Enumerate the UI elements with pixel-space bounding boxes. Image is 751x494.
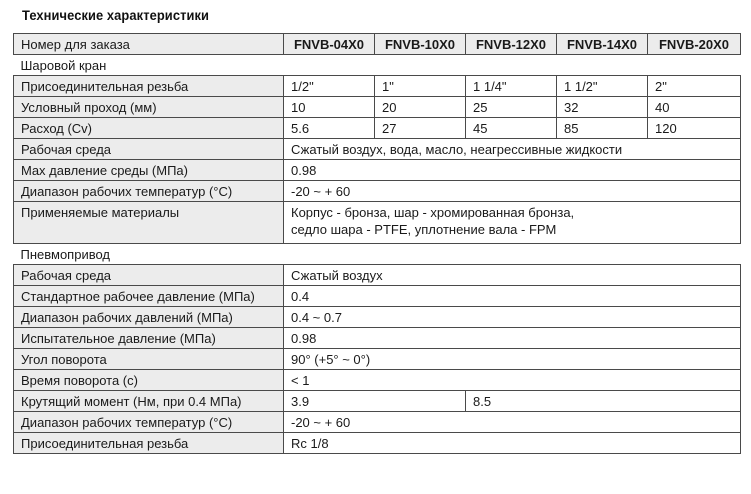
row-label: Крутящий момент (Нм, при 0.4 МПа) xyxy=(14,391,284,412)
cell-value: -20 ~ + 60 xyxy=(284,181,741,202)
row-label: Рабочая среда xyxy=(14,139,284,160)
model-header: FNVB-10X0 xyxy=(375,34,466,55)
page-title: Технические характеристики xyxy=(22,7,210,23)
model-header: FNVB-20X0 xyxy=(648,34,741,55)
row-label: Рабочая среда xyxy=(14,265,284,286)
cell-value: 1" xyxy=(375,76,466,97)
cell-value: 40 xyxy=(648,97,741,118)
cell-value: 27 xyxy=(375,118,466,139)
table-header-row xyxy=(14,34,741,55)
cell-value: 45 xyxy=(466,118,557,139)
cell-value: 0.4 xyxy=(284,286,741,307)
row-label: Расход (Cv) xyxy=(14,118,284,139)
row-label: Испытательное давление (МПа) xyxy=(14,328,284,349)
row-label: Условный проход (мм) xyxy=(14,97,284,118)
table-row xyxy=(14,370,741,391)
cell-value: Rc 1/8 xyxy=(284,433,741,454)
section-title-ball-valve: Шаровой кран xyxy=(14,55,741,76)
table-row xyxy=(14,202,741,244)
model-header: FNVB-04X0 xyxy=(284,34,375,55)
table-row xyxy=(14,349,741,370)
cell-value: Сжатый воздух xyxy=(284,265,741,286)
row-label: Применяемые материалы xyxy=(14,202,284,244)
cell-value: 5.6 xyxy=(284,118,375,139)
table-row xyxy=(14,181,741,202)
cell-value: 1/2" xyxy=(284,76,375,97)
model-header: FNVB-14X0 xyxy=(557,34,648,55)
row-label: Угол поворота xyxy=(14,349,284,370)
row-label: Присоединительная резьба xyxy=(14,76,284,97)
materials-line-1: Корпус - бронза, шар - хромированная бронза, xyxy=(291,205,575,220)
section-row xyxy=(14,55,741,76)
cell-value: Сжатый воздух, вода, масло, неагрессивные жидкости xyxy=(284,139,741,160)
table-row xyxy=(14,118,741,139)
cell-value: 0.98 xyxy=(284,160,741,181)
cell-value: 0.98 xyxy=(284,328,741,349)
order-number-label: Номер для заказа xyxy=(14,34,284,55)
cell-value: 10 xyxy=(284,97,375,118)
cell-value: 1 1/2" xyxy=(557,76,648,97)
cell-value: < 1 xyxy=(284,370,741,391)
table-row xyxy=(14,286,741,307)
cell-value: -20 ~ + 60 xyxy=(284,412,741,433)
table-row xyxy=(14,433,741,454)
row-label: Стандартное рабочее давление (МПа) xyxy=(14,286,284,307)
cell-value: 90° (+5° ~ 0°) xyxy=(284,349,741,370)
table-row xyxy=(14,412,741,433)
cell-value: 120 xyxy=(648,118,741,139)
table-row xyxy=(14,307,741,328)
cell-value: 0.4 ~ 0.7 xyxy=(284,307,741,328)
table-row xyxy=(14,76,741,97)
cell-value: 1 1/4" xyxy=(466,76,557,97)
row-label: Диапазон рабочих давлений (МПа) xyxy=(14,307,284,328)
section-row xyxy=(14,244,741,265)
section-title-actuator: Пневмопривод xyxy=(14,244,741,265)
row-label: Время поворота (с) xyxy=(14,370,284,391)
cell-value: 85 xyxy=(557,118,648,139)
table-row xyxy=(14,160,741,181)
row-label: Диапазон рабочих температур (°С) xyxy=(14,181,284,202)
row-label: Диапазон рабочих температур (°С) xyxy=(14,412,284,433)
cell-value xyxy=(284,202,741,244)
table-row xyxy=(14,97,741,118)
cell-value: 8.5 xyxy=(466,391,741,412)
model-header: FNVB-12X0 xyxy=(466,34,557,55)
table-row xyxy=(14,265,741,286)
spec-table xyxy=(13,33,741,454)
cell-value: 2" xyxy=(648,76,741,97)
cell-value: 32 xyxy=(557,97,648,118)
table-row xyxy=(14,391,741,412)
cell-value: 25 xyxy=(466,97,557,118)
table-row xyxy=(14,139,741,160)
cell-value: 3.9 xyxy=(284,391,466,412)
table-row xyxy=(14,328,741,349)
row-label: Присоединительная резьба xyxy=(14,433,284,454)
cell-value: 20 xyxy=(375,97,466,118)
materials-line-2: седло шара - PTFE, уплотнение вала - FPM xyxy=(291,222,557,237)
row-label: Max давление среды (МПа) xyxy=(14,160,284,181)
